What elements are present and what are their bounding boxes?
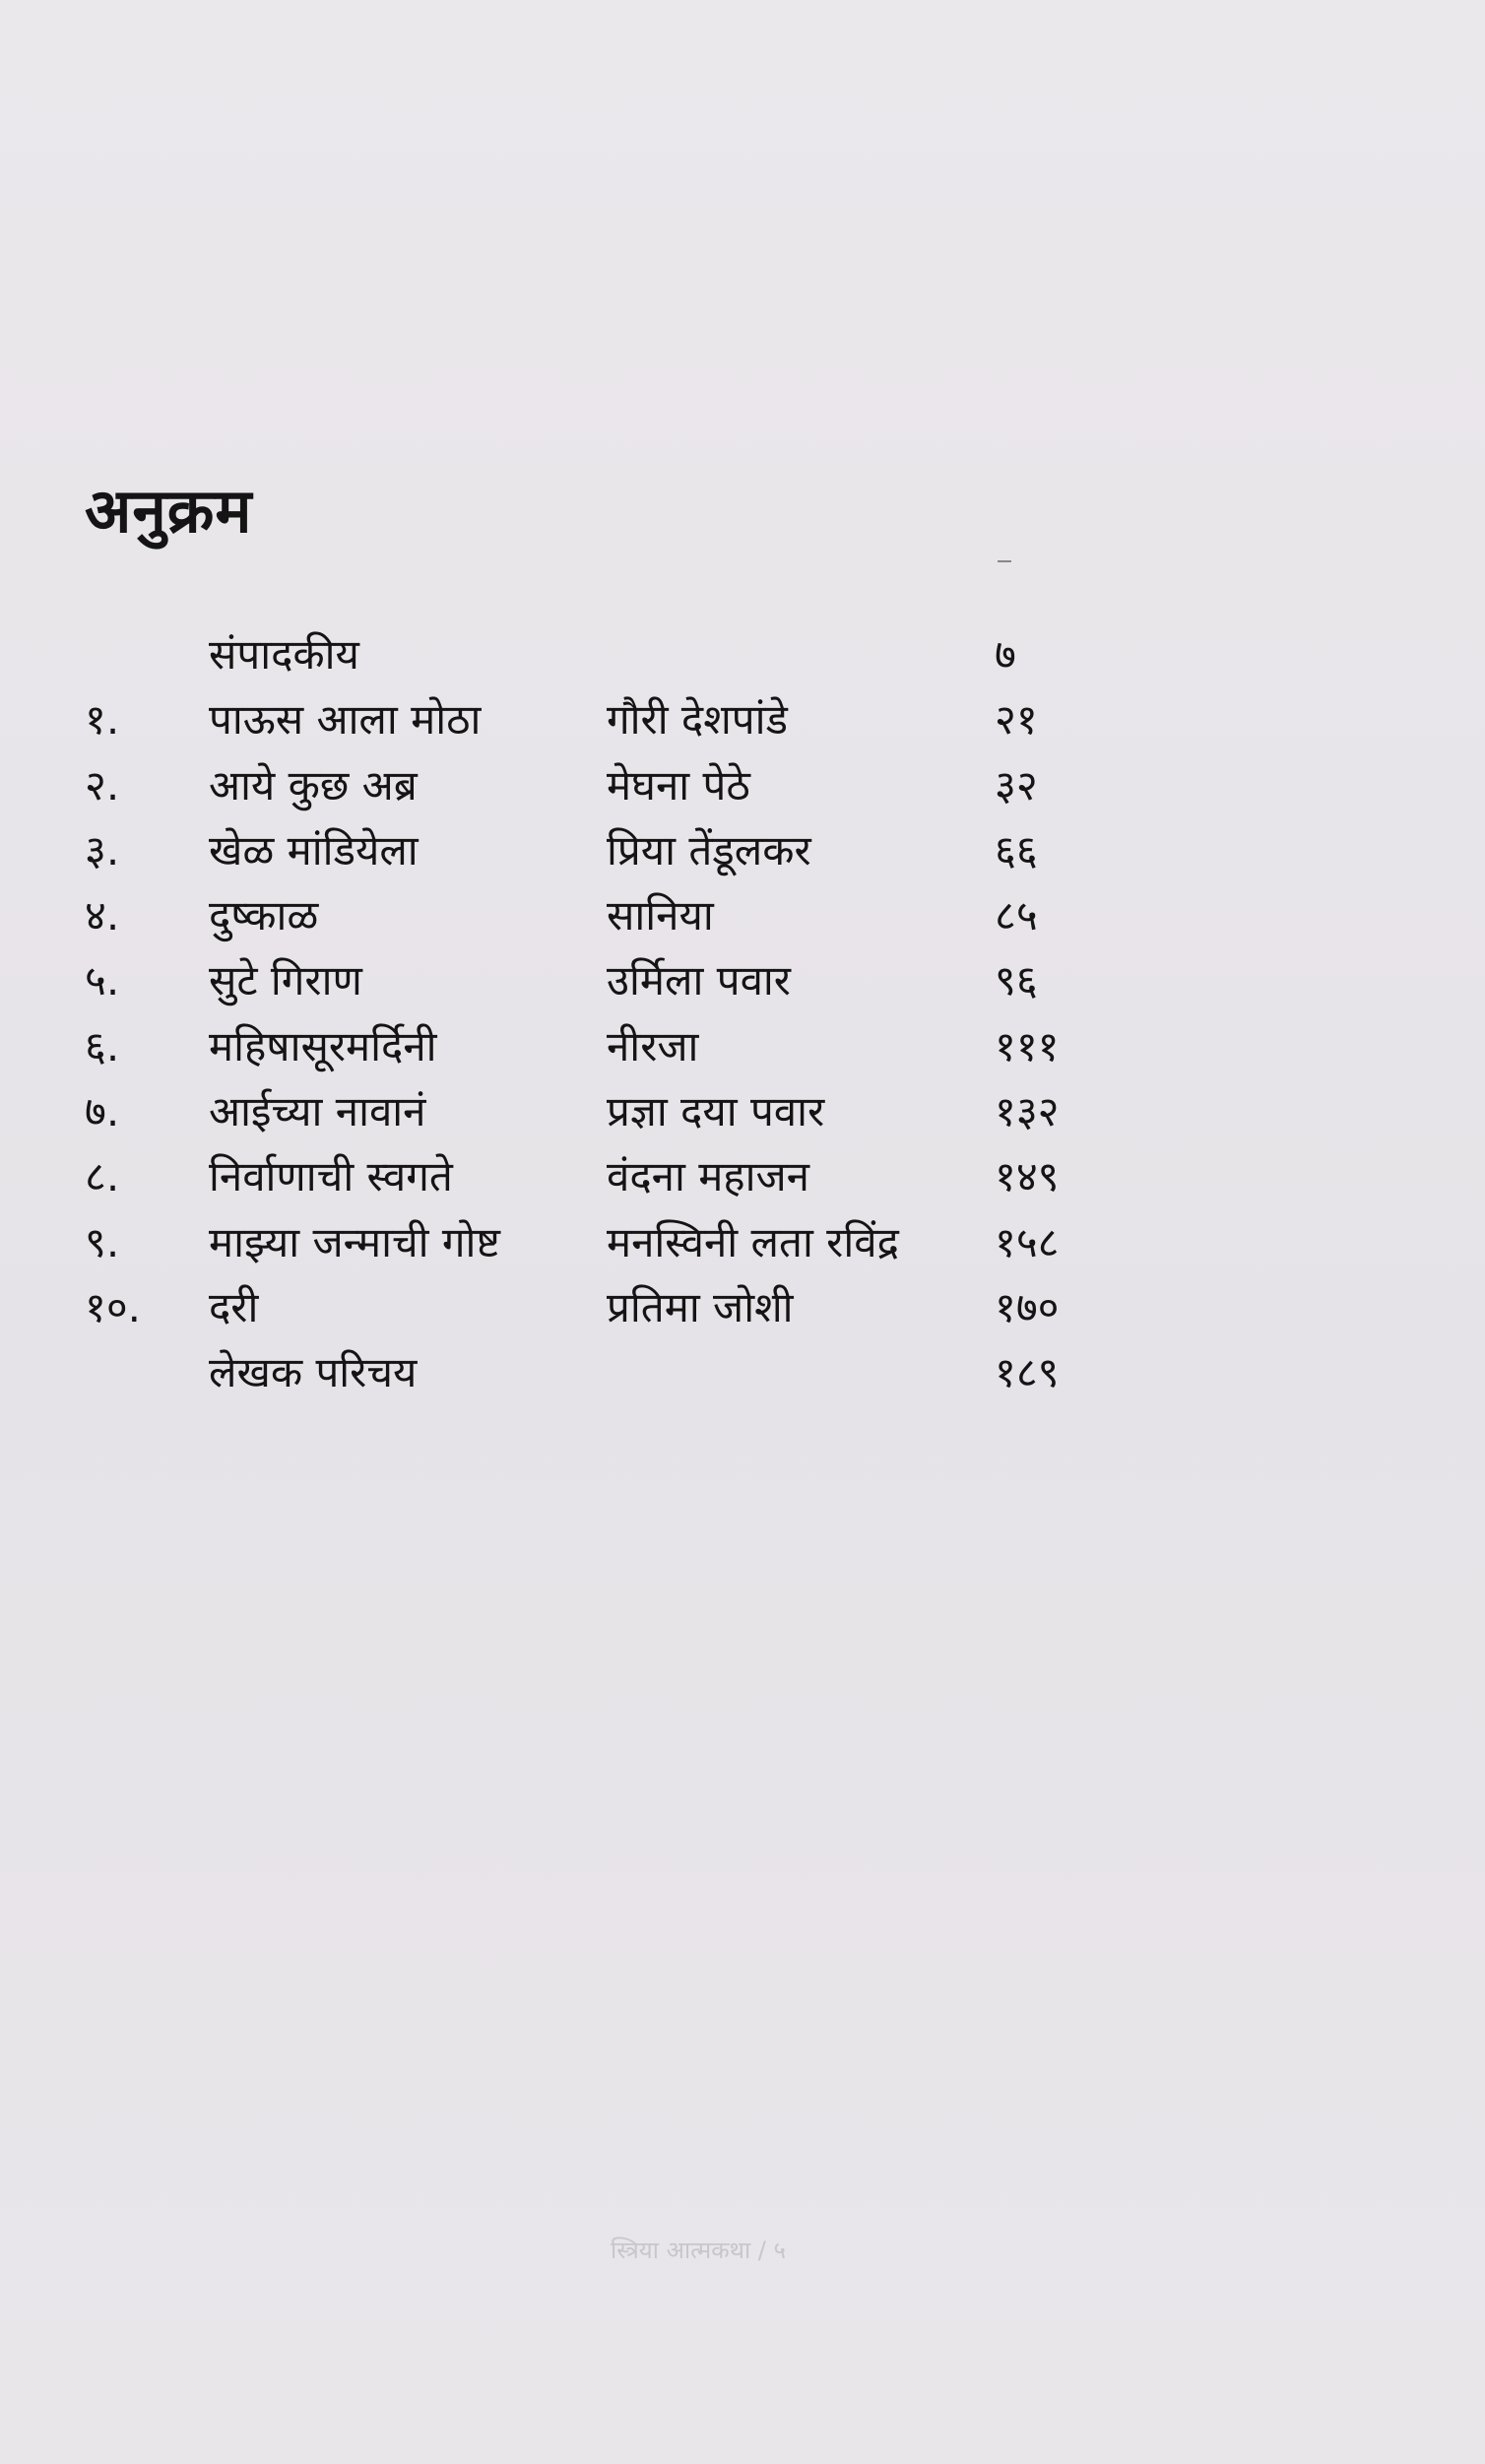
page-folio: स्त्रिया आत्मकथा / ५ [611, 2237, 786, 2264]
toc-author: नीरजा [607, 1021, 699, 1070]
toc-row [0, 948, 1485, 1013]
toc-page-number: ८५ [995, 891, 1038, 940]
toc-title: आईच्या नावानं [209, 1087, 426, 1136]
toc-page-number: २१ [995, 695, 1038, 745]
toc-title: खेळ मांडियेला [209, 825, 419, 875]
toc-page-number: १८९ [995, 1348, 1060, 1397]
toc-author: मेघना पेठे [607, 760, 750, 810]
decorative-tick [998, 560, 1011, 562]
toc-title: पाऊस आला मोठा [209, 695, 482, 745]
toc-number: ६. [85, 1021, 120, 1070]
toc-number: १०. [85, 1282, 142, 1331]
toc-number: १. [85, 695, 120, 745]
toc-author: गौरी देशपांडे [607, 695, 788, 745]
toc-page-number: ७ [995, 630, 1016, 679]
toc-page-number: १७० [995, 1282, 1060, 1331]
toc-title: सुटे गिराण [209, 956, 362, 1005]
toc-number: २. [85, 760, 120, 810]
toc-title: संपादकीय [209, 630, 359, 679]
toc-title: माझ्या जन्माची गोष्ट [209, 1217, 500, 1266]
toc-author: वंदना महाजन [607, 1152, 809, 1201]
toc-number: ८. [85, 1152, 120, 1201]
toc-number: ५. [85, 956, 120, 1005]
toc-row [0, 1144, 1485, 1209]
toc-row [0, 622, 1485, 687]
toc-author: प्रज्ञा दया पवार [607, 1087, 825, 1136]
toc-number: ४. [85, 891, 120, 940]
toc-title: लेखक परिचय [209, 1348, 418, 1397]
toc-page-number: ९६ [995, 956, 1038, 1005]
toc-number: ९. [85, 1217, 120, 1266]
toc-row [0, 1210, 1485, 1275]
toc-page-number: १३२ [995, 1087, 1060, 1136]
toc-page-number: ३२ [995, 760, 1038, 810]
toc-page-number: १११ [995, 1021, 1060, 1070]
toc-title: महिषासूरमर्दिनी [209, 1021, 437, 1070]
toc-author: उर्मिला पवार [607, 956, 791, 1005]
toc-title: निर्वाणाची स्वगते [209, 1152, 453, 1201]
toc-number: ३. [85, 825, 120, 875]
toc-row [0, 1275, 1485, 1340]
toc-page-number: १४९ [995, 1152, 1060, 1201]
page-heading: अनुक्रम [85, 475, 253, 547]
toc-title: दुष्काळ [209, 891, 319, 940]
toc-page-number: ६६ [995, 825, 1038, 875]
toc-row [0, 687, 1485, 752]
toc-row [0, 753, 1485, 818]
toc-author: मनस्विनी लता रविंद्र [607, 1217, 899, 1266]
table-of-contents [0, 622, 1485, 1406]
toc-number: ७. [85, 1087, 120, 1136]
toc-row [0, 883, 1485, 948]
toc-page-number: १५८ [995, 1217, 1060, 1266]
toc-author: प्रतिमा जोशी [607, 1282, 794, 1331]
toc-row [0, 1340, 1485, 1405]
toc-author: प्रिया तेंडूलकर [607, 825, 811, 875]
toc-author: सानिया [607, 891, 714, 940]
toc-row [0, 1079, 1485, 1144]
toc-title: आये कुछ अब्र [209, 760, 418, 810]
toc-row [0, 818, 1485, 883]
toc-title: दरी [209, 1282, 259, 1331]
toc-row [0, 1014, 1485, 1079]
